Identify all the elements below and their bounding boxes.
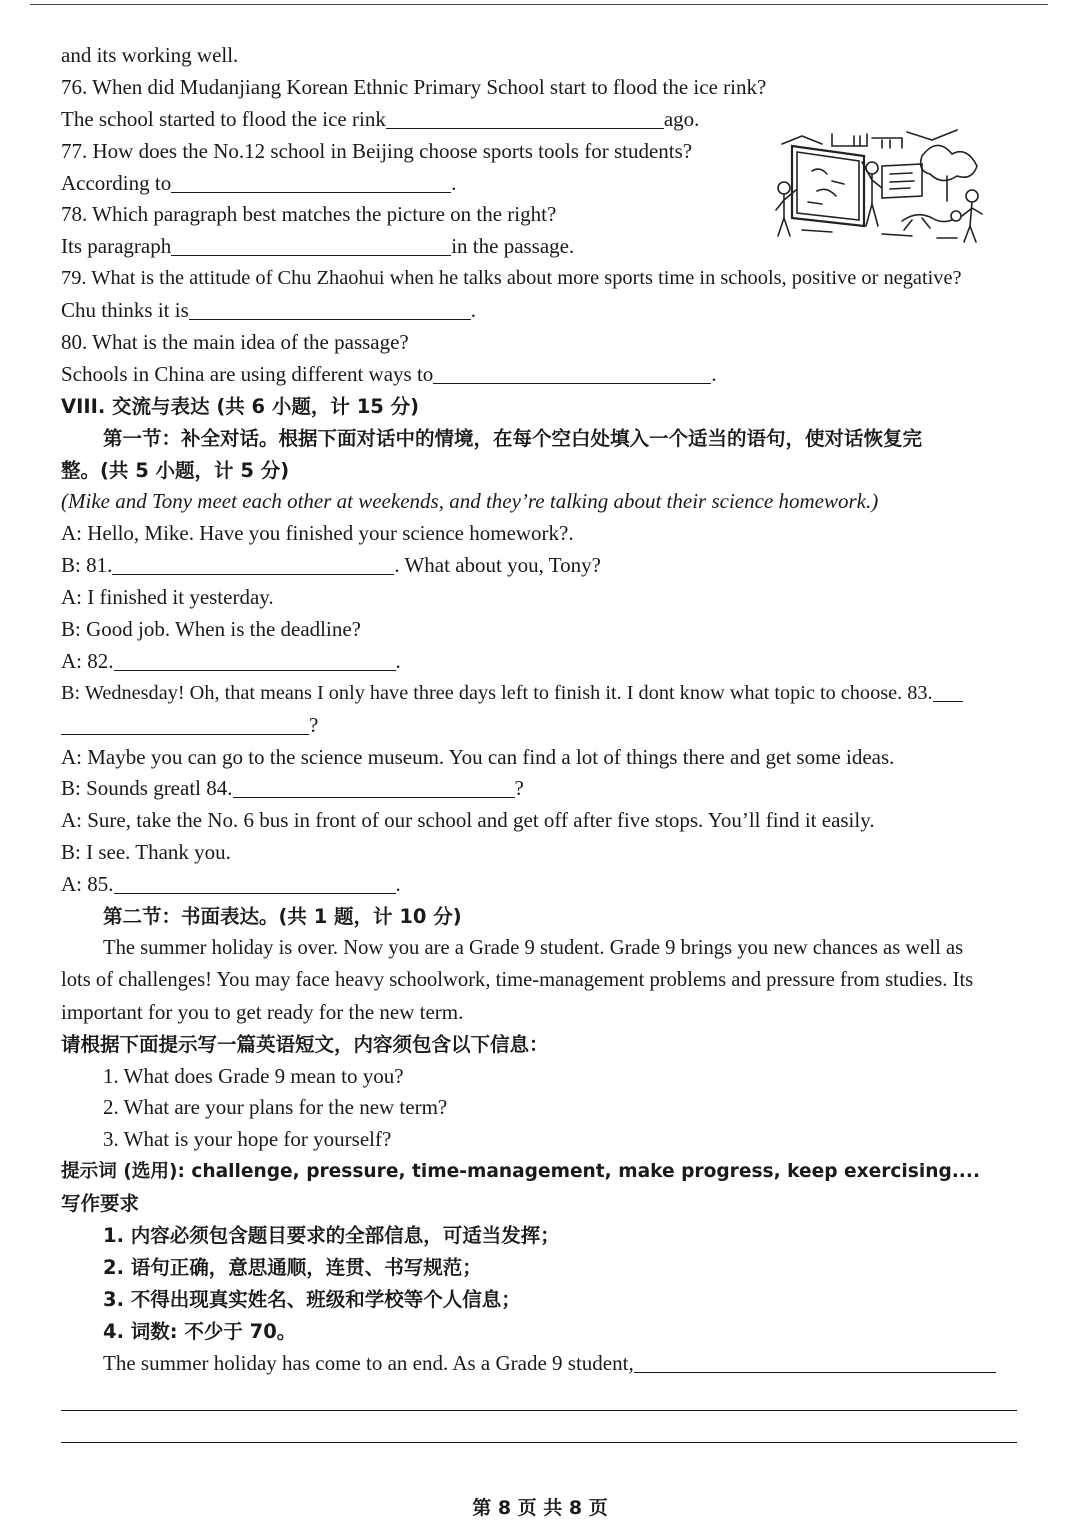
requirement-3: 3. 不得出现真实姓名、班级和学校等个人信息； (103, 1287, 521, 1311)
answer-79-blank[interactable] (189, 297, 471, 320)
passage-continued-line: and its working well. (61, 43, 239, 67)
blank-82[interactable] (114, 648, 396, 671)
dialogue-line-4: B: Good job. When is the deadline? (61, 617, 361, 642)
essay-blank-line-3[interactable] (61, 1442, 1017, 1443)
part-1-instruction-line1: 第一节：补全对话。根据下面对话中的情境，在每个空白处填入一个适当的语句，使对话恢复完 (103, 426, 923, 450)
dialogue-line-6-cont: ? (61, 710, 1021, 742)
dialogue-line-1: A: Hello, Mike. Have you finished your science homework?. (61, 521, 574, 546)
top-border-line (30, 4, 1048, 5)
answer-78-blank[interactable] (171, 233, 451, 256)
requirements-heading: 写作要求 (61, 1192, 140, 1216)
blank-85[interactable] (114, 871, 396, 894)
answer-78: Its paragraph in the passage. (61, 234, 575, 259)
writing-prompt-2: 2. What are your plans for the new term? (103, 1095, 448, 1120)
requirement-1: 1. 内容必须包含题目要求的全部信息，可适当发挥； (103, 1223, 560, 1247)
answer-80-blank[interactable] (433, 361, 711, 384)
question-80: 80. What is the main idea of the passage? (61, 330, 409, 355)
section-8-heading: VIII. 交流与表达 (共 6 小题，计 15 分) (61, 394, 420, 418)
blank-83[interactable] (61, 712, 309, 735)
writing-prompt-1: 1. What does Grade 9 mean to you? (103, 1063, 404, 1088)
page-footer: 第 8 页 共 8 页 (472, 1497, 608, 1519)
question-76: 76. When did Mudanjiang Korean Ethnic Primary School start to flood the ice rink? (61, 74, 767, 99)
dialogue-line-11: A: 85. . (61, 872, 401, 897)
answer-80: Schools in China are using different ways to . (61, 361, 717, 386)
writing-context-line1: The summer holiday is over. Now you are a Grade 9 student. Grade 9 brings you new chances as well as (103, 936, 964, 959)
dialogue-line-7: A: Maybe you can go to the science museum. You can find a lot of things there and get some ideas. (61, 744, 895, 769)
essay-blank-first[interactable] (634, 1350, 996, 1373)
essay-blank-line-2[interactable] (61, 1410, 1017, 1411)
hint-words: 提示词 (选用): challenge, pressure, time-management, make progress, keep exercising.... (61, 1161, 981, 1183)
question-79: 79. What is the attitude of Chu Zhaohui when he talks about more sports time in schools, positive or negative? (61, 267, 962, 290)
dialogue-line-3: A: I finished it yesterday. (61, 585, 274, 610)
writing-instruction: 请根据下面提示写一篇英语短文，内容须包含以下信息： (61, 1032, 549, 1056)
dialogue-line-6: B: Wednesday! Oh, that means I only have three days left to finish it. I dont know what topic to choose. 83. (61, 678, 1021, 710)
question-78: 78. Which paragraph best matches the picture on the right? (61, 202, 557, 227)
requirement-2: 2. 语句正确，意思通顺，连贯、书写规范； (103, 1255, 482, 1279)
essay-start-line: The summer holiday has come to an end. As a Grade 9 student, (61, 1348, 1021, 1380)
dialogue-scene: (Mike and Tony meet each other at weekends, and they’re talking about their science homework.) (61, 489, 879, 514)
blank-81[interactable] (112, 552, 394, 575)
part-2-heading: 第二节：书面表达。(共 1 题，计 10 分) (103, 905, 462, 929)
dialogue-line-9: A: Sure, take the No. 6 bus in front of our school and get off after five stops. You’ll find it easily. (61, 808, 875, 833)
part-1-instruction-line2: 整。(共 5 小题，计 5 分) (61, 458, 290, 482)
writing-prompt-3: 3. What is your hope for yourself? (103, 1127, 392, 1152)
question-77: 77. How does the No.12 school in Beijing choose sports tools for students? (61, 138, 693, 163)
answer-77: According to . (61, 170, 457, 195)
answer-76: The school started to flood the ice rink ago. (61, 106, 700, 131)
blank-84[interactable] (233, 775, 515, 798)
answer-77-blank[interactable] (171, 170, 451, 193)
answer-76-blank[interactable] (386, 106, 664, 129)
blank-83-start[interactable] (933, 679, 963, 702)
dialogue-line-5: A: 82. . (61, 648, 401, 673)
answer-79: Chu thinks it is . (61, 298, 477, 323)
dialogue-line-10: B: I see. Thank you. (61, 840, 231, 865)
writing-context-line2: lots of challenges! You may face heavy schoolwork, time-management problems and pressure from studies. Its (61, 968, 974, 991)
writing-context-line3: important for you to get ready for the new term. (61, 999, 464, 1024)
dialogue-line-8: B: Sounds greatl 84. ? (61, 776, 524, 801)
exam-page-content (61, 40, 1021, 1379)
dialogue-line-2: B: 81. . What about you, Tony? (61, 553, 601, 578)
requirement-4: 4. 词数: 不少于 70。 (103, 1319, 297, 1343)
